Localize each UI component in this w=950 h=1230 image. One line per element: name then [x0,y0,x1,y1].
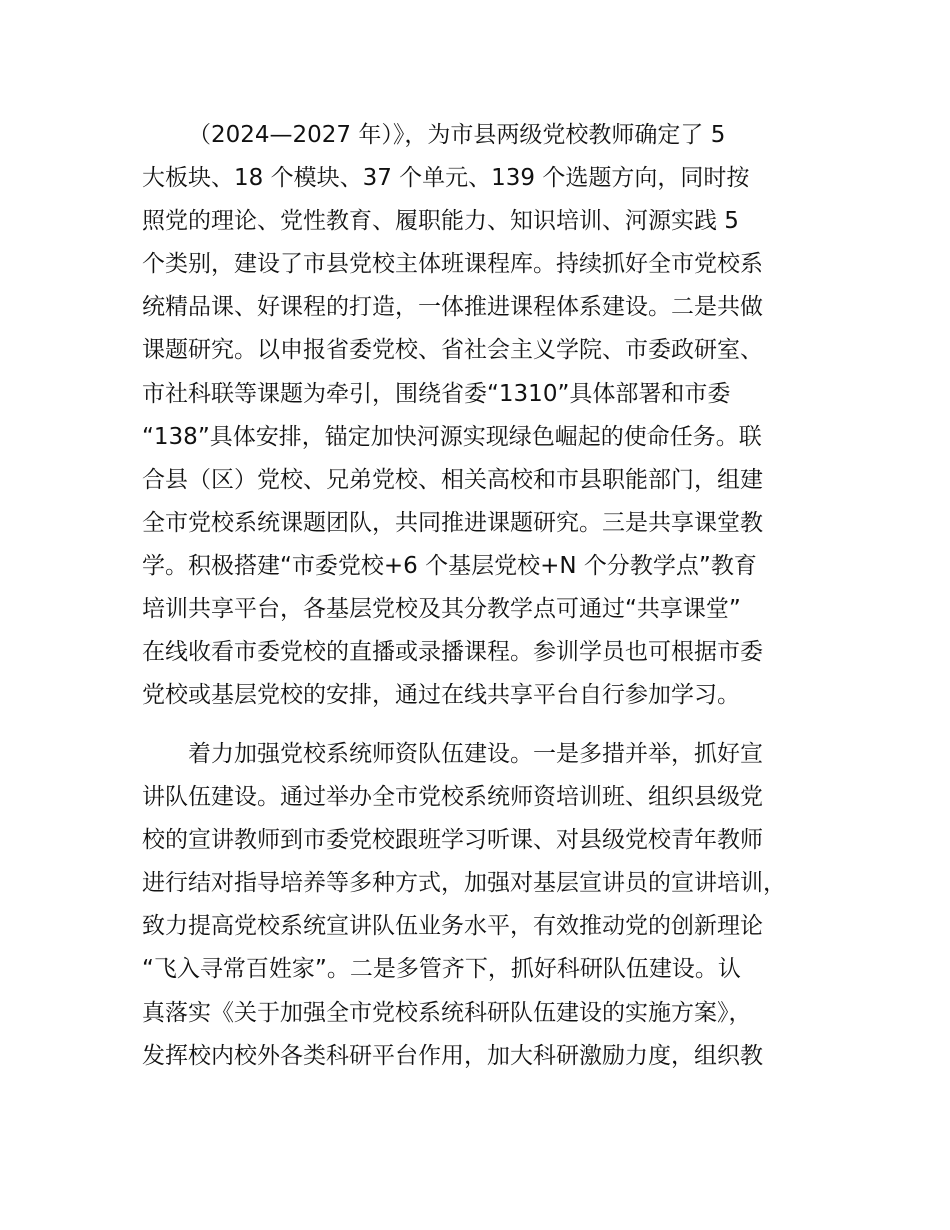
text-line: 个类别，建设了市县党校主体班课程库。持续抓好全市党校系 [142,251,763,278]
text-line: 党校或基层党校的安排，通过在线共享平台自行参加学习。 [142,682,740,709]
text-line: 照党的理论、党性教育、履职能力、知识培训、河源实践 5 [142,208,739,235]
text-line: “飞入寻常百姓家”。二是多管齐下，抓好科研队伍建设。认 [142,956,741,983]
paragraph-course-and-research [142,114,832,717]
text-line: 进行结对指导培养等多种方式，加强对基层宣讲员的宣讲培训， [142,870,786,897]
text-line: 校的宣讲教师到市委党校跟班学习听课、对县级党校青年教师 [142,827,763,854]
text-line: “138”具体安排，锚定加快河源实现绿色崛起的使命任务。联 [142,423,762,450]
text-line: 真落实《关于加强全市党校系统科研队伍建设的实施方案》， [142,999,752,1026]
text-line: 着力加强党校系统师资队伍建设。一是多措并举，抓好宣 [188,741,763,767]
text-line: 市社科联等课题为牵引，围绕省委“1310”具体部署和市委 [142,380,731,407]
paragraph-teacher-team-building [142,733,832,1078]
text-line: 讲队伍建设。通过举办全市党校系统师资培训班、组织县级党 [142,784,763,811]
text-line: 学。积极搭建“市委党校+6 个基层党校+N 个分教学点”教育 [142,552,757,579]
text-line: 课题研究。以申报省委党校、省社会主义学院、市委政研室、 [142,337,763,364]
text-line: 大板块、18 个模块、37 个单元、139 个选题方向，同时按 [142,165,750,192]
text-line: 在线收看市委党校的直播或录播课程。参训学员也可根据市委 [142,639,763,666]
text-line: 发挥校内校外各类科研平台作用，加大科研激励力度，组织教 [142,1042,763,1069]
text-line: 合县（区）党校、兄弟党校、相关高校和市县职能部门，组建 [142,466,763,493]
text-line: 全市党校系统课题团队，共同推进课题研究。三是共享课堂教 [142,509,763,536]
text-line: 致力提高党校系统宣讲队伍业务水平，有效推动党的创新理论 [142,913,763,940]
text-line: （2024—2027 年）》，为市县两级党校教师确定了 5 [188,122,726,148]
text-line: 培训共享平台，各基层党校及其分教学点可通过“共享课堂” [142,596,741,623]
text-line: 统精品课、好课程的打造，一体推进课程体系建设。二是共做 [142,294,763,321]
